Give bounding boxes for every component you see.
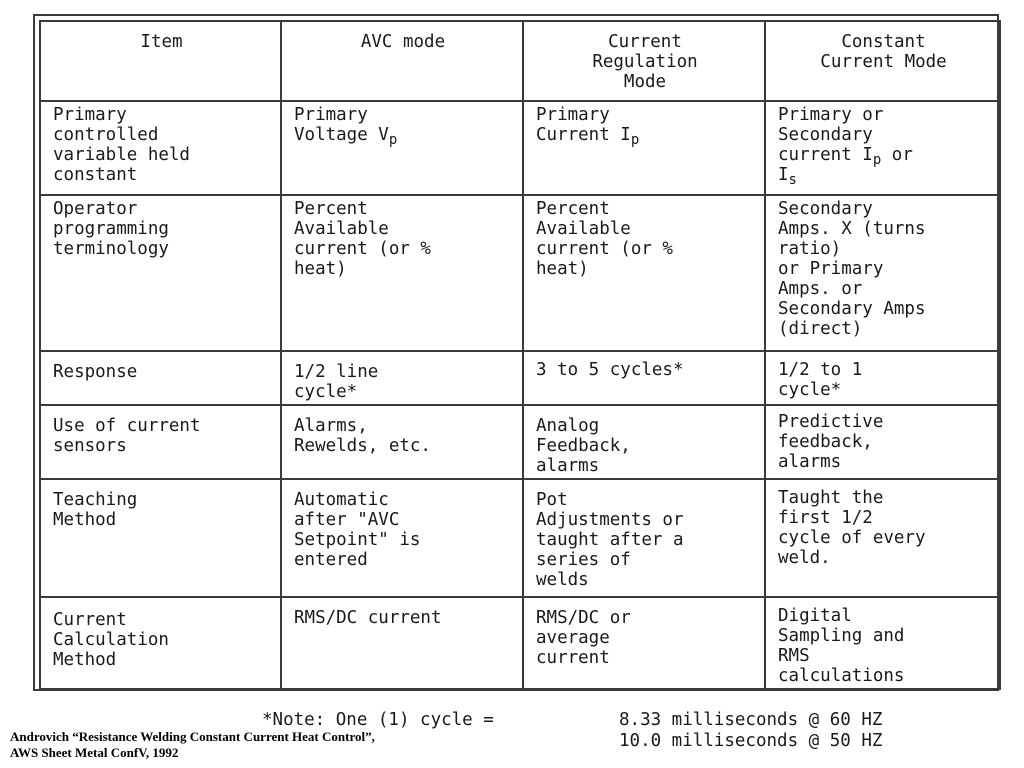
header-constant-current-mode: Constant Current Mode: [765, 21, 1000, 101]
table-row: [40, 405, 1000, 479]
cell-cc-current-sensors: Predictive feedback, alarms: [765, 405, 1000, 479]
header-item: Item: [40, 21, 281, 101]
table-row: [40, 351, 1000, 405]
table-row: [40, 597, 1000, 689]
table-row: [40, 101, 1000, 195]
footnote-lead: *Note: One (1) cycle =: [262, 710, 494, 730]
footnote-60hz: 8.33 milliseconds @ 60 HZ: [619, 710, 883, 730]
table-row: [40, 195, 1000, 351]
row-item-controlled-variable: Primary controlled variable held constant: [40, 101, 281, 195]
cell-avc-current-sensors: Alarms, Rewelds, etc.: [281, 405, 523, 479]
cell-cc-controlled-variable: Primary or Secondary current $I_p$ or $I_s$: [765, 101, 1000, 195]
cell-reg-programming-terminology: Percent Available current (or % heat): [523, 195, 765, 351]
cell-cc-teaching-method: Taught the first 1/2 cycle of every weld.: [765, 479, 1000, 597]
header-avc-mode: AVC mode: [281, 21, 523, 101]
table-header-row: [40, 21, 1000, 101]
cell-reg-response: 3 to 5 cycles*: [523, 351, 765, 405]
row-item-calculation-method: Current Calculation Method: [40, 597, 281, 689]
row-item-programming-terminology: Operator programming terminology: [40, 195, 281, 351]
cell-avc-calculation-method: RMS/DC current: [281, 597, 523, 689]
row-item-current-sensors: Use of current sensors: [40, 405, 281, 479]
footnote-50hz: 10.0 milliseconds @ 50 HZ: [619, 731, 883, 751]
cell-avc-programming-terminology: Percent Available current (or % heat): [281, 195, 523, 351]
comparison-table: [39, 20, 1001, 690]
row-item-teaching-method: Teaching Method: [40, 479, 281, 597]
header-current-regulation-mode: Current Regulation Mode: [523, 21, 765, 101]
cell-reg-controlled-variable: Primary Current $I_p$: [523, 101, 765, 195]
citation-line-2: AWS Sheet Metal ConfV, 1992: [10, 745, 179, 760]
cell-reg-calculation-method: RMS/DC or average current: [523, 597, 765, 689]
cell-avc-response: 1/2 line cycle*: [281, 351, 523, 405]
row-item-response: Response: [40, 351, 281, 405]
cell-cc-calculation-method: Digital Sampling and RMS calculations: [765, 597, 1000, 689]
source-citation: [10, 729, 375, 761]
cell-avc-teaching-method: Automatic after "AVC Setpoint" is entered: [281, 479, 523, 597]
cell-reg-current-sensors: Analog Feedback, alarms: [523, 405, 765, 479]
table-row: [40, 479, 1000, 597]
cell-avc-controlled-variable: Primary Voltage $V_p$: [281, 101, 523, 195]
comparison-table-frame: [33, 14, 999, 691]
cell-cc-response: 1/2 to 1 cycle*: [765, 351, 1000, 405]
citation-line-1: Androvich “Resistance Welding Constant Current Heat Control”,: [10, 729, 375, 744]
cell-reg-teaching-method: Pot Adjustments or taught after a series of welds: [523, 479, 765, 597]
cell-cc-programming-terminology: Secondary Amps. X (turns ratio) or Primary Amps. or Secondary Amps (direct): [765, 195, 1000, 351]
